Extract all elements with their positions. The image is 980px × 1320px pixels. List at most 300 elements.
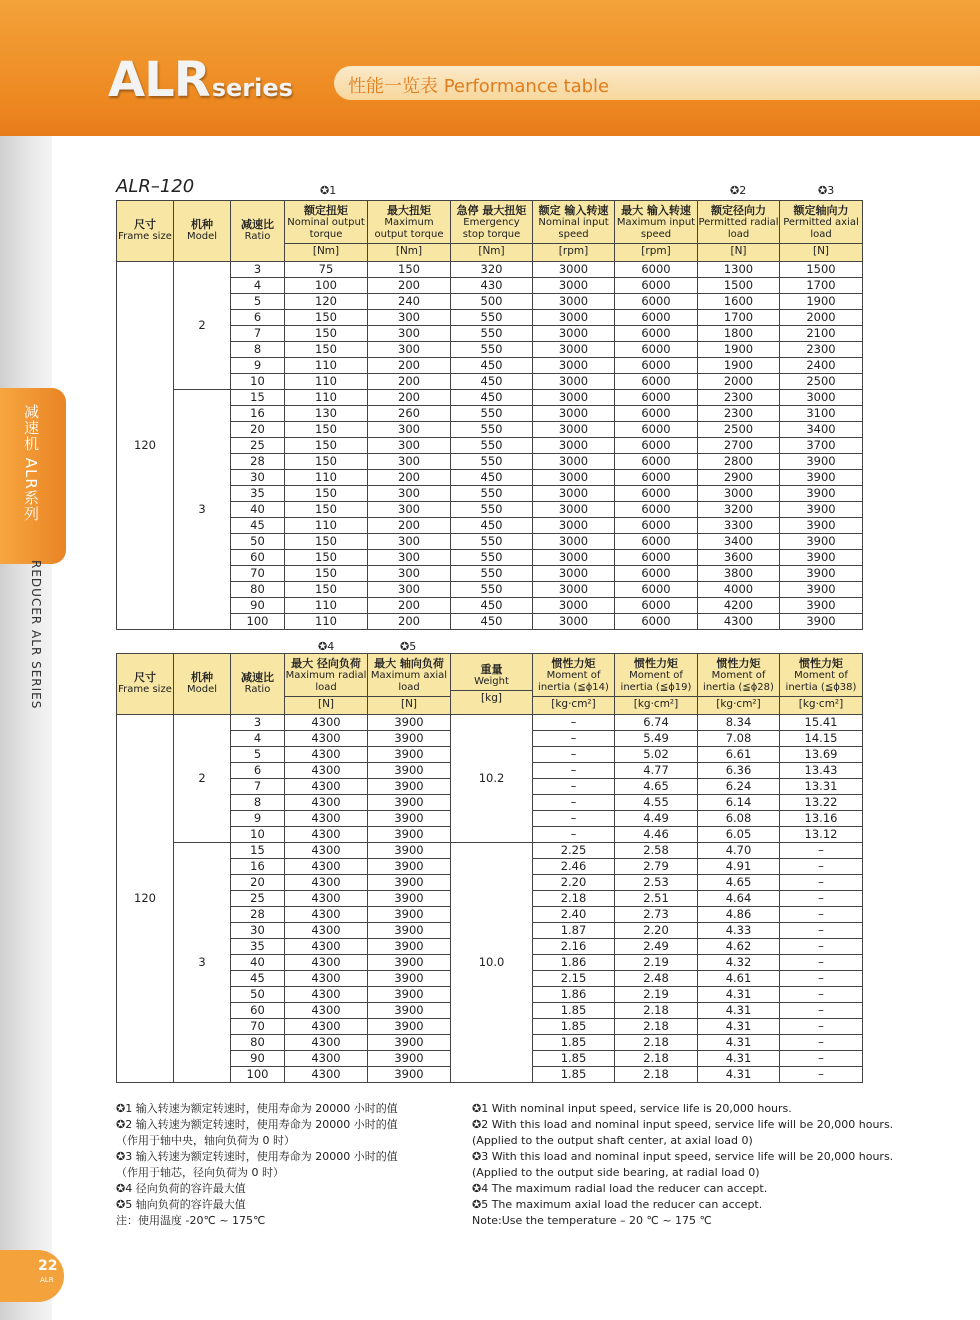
table-cell: 300 <box>368 438 451 454</box>
note-line: ✪2 输入转速为额定转速时，使用寿命为 20000 小时的值 <box>116 1118 398 1131</box>
table-cell: 6000 <box>615 342 698 358</box>
model-cell: 3 <box>174 843 231 1083</box>
notes-english <box>472 1101 893 1229</box>
table-cell: 6000 <box>615 374 698 390</box>
table-cell: 3000 <box>533 518 615 534</box>
table-cell: 4.77 <box>615 763 698 779</box>
table-cell: 4300 <box>285 811 368 827</box>
header-en: Moment of inertia (≦ϕ38) <box>785 670 857 693</box>
table-cell: 3000 <box>533 566 615 582</box>
table-cell: 3900 <box>780 614 863 630</box>
table-cell: 320 <box>451 262 533 278</box>
column-header <box>533 201 615 262</box>
table-cell: 2.19 <box>615 987 698 1003</box>
table-cell: – <box>780 859 863 875</box>
table-cell: 2.51 <box>615 891 698 907</box>
table-cell: 110 <box>285 374 368 390</box>
table-cell: 100 <box>231 1067 285 1083</box>
table-cell: 150 <box>285 502 368 518</box>
header-en: Maximum output torque <box>374 217 444 240</box>
table-cell: 200 <box>368 278 451 294</box>
header-cn: 额定扭矩 <box>304 204 348 217</box>
table-cell: 6000 <box>615 566 698 582</box>
table-cell: 2.46 <box>533 859 615 875</box>
table-cell: 6 <box>231 763 285 779</box>
header-row <box>117 201 863 262</box>
table-cell: – <box>780 923 863 939</box>
table-cell: 15 <box>231 843 285 859</box>
table-cell: 2.20 <box>615 923 698 939</box>
table-cell: 4.31 <box>698 1035 780 1051</box>
model-cell: 2 <box>174 262 231 390</box>
table-cell: 300 <box>368 502 451 518</box>
page-title: 性能一览表 Performance table <box>348 76 610 97</box>
table-cell: 2900 <box>698 470 780 486</box>
table-cell: 4.86 <box>698 907 780 923</box>
header-cn: 机种 <box>191 671 213 684</box>
table-cell: 3000 <box>533 470 615 486</box>
table-cell: 150 <box>285 422 368 438</box>
note-line: Note:Use the temperature – 20 ℃ ~ 175 ℃ <box>472 1214 712 1227</box>
table-cell: 3900 <box>368 987 451 1003</box>
table-cell: 2.18 <box>615 1019 698 1035</box>
column-header <box>451 654 533 715</box>
table-cell: 4300 <box>285 955 368 971</box>
table-cell: 6000 <box>615 358 698 374</box>
header-en: Model <box>186 684 218 695</box>
table-cell: 110 <box>285 470 368 486</box>
header-cn: 急停 最大扭矩 <box>456 204 527 217</box>
table-cell: 4.65 <box>615 779 698 795</box>
table-cell: 16 <box>231 406 285 422</box>
table-cell: 2.53 <box>615 875 698 891</box>
table-cell: 3000 <box>533 262 615 278</box>
table-cell: 2.20 <box>533 875 615 891</box>
table-row <box>117 715 863 731</box>
table-cell: 200 <box>368 598 451 614</box>
table-cell: 550 <box>451 582 533 598</box>
header-en: Emergency stop torque <box>462 217 521 240</box>
model-cell: 3 <box>174 390 231 630</box>
column-header <box>533 654 615 715</box>
table-cell: 4300 <box>285 731 368 747</box>
header-unit: [Nm] <box>451 243 532 257</box>
note-line: （作用于轴中央，轴向负荷为 0 时） <box>116 1134 295 1147</box>
table-cell: 4300 <box>285 1035 368 1051</box>
table-cell: 4300 <box>285 779 368 795</box>
table-cell: 3900 <box>368 1051 451 1067</box>
table-cell: 3400 <box>780 422 863 438</box>
side-tab <box>0 388 66 564</box>
table-cell: 4.91 <box>698 859 780 875</box>
table-cell: 4 <box>231 731 285 747</box>
table-cell: 3900 <box>368 891 451 907</box>
table-cell: 3000 <box>533 534 615 550</box>
table-cell: 3000 <box>780 390 863 406</box>
table-cell: 28 <box>231 907 285 923</box>
table-cell: 6.08 <box>698 811 780 827</box>
page-label: ALR <box>40 1276 54 1284</box>
table-cell: 3900 <box>368 955 451 971</box>
table-cell: – <box>533 731 615 747</box>
table-cell: 1.85 <box>533 1035 615 1051</box>
table-cell: 3900 <box>368 1019 451 1035</box>
table-cell: 3000 <box>533 502 615 518</box>
table-cell: 1700 <box>698 310 780 326</box>
table-cell: 450 <box>451 390 533 406</box>
table-cell: 3900 <box>368 747 451 763</box>
table-cell: – <box>533 763 615 779</box>
table-cell: 6000 <box>615 534 698 550</box>
table-cell: 300 <box>368 582 451 598</box>
table-cell: 3000 <box>533 486 615 502</box>
table-cell: 550 <box>451 438 533 454</box>
table-cell: 150 <box>285 550 368 566</box>
table-cell: 3900 <box>368 939 451 955</box>
table-cell: 300 <box>368 534 451 550</box>
table-cell: 4.70 <box>698 843 780 859</box>
table-cell: 5 <box>231 294 285 310</box>
table-cell: 9 <box>231 811 285 827</box>
table-cell: 2.19 <box>615 955 698 971</box>
table-cell: 75 <box>285 262 368 278</box>
table-cell: 4.31 <box>698 1019 780 1035</box>
table-cell: 1.85 <box>533 1067 615 1083</box>
table-cell: 4.32 <box>698 955 780 971</box>
header-unit: [kg] <box>451 690 532 704</box>
header-cn: 尺寸 <box>134 218 156 231</box>
table-cell: 4300 <box>285 843 368 859</box>
header-cn: 最大 径向负荷 <box>291 657 361 670</box>
table-cell: 6.74 <box>615 715 698 731</box>
table-cell: 150 <box>285 438 368 454</box>
column-header <box>615 654 698 715</box>
mark-1: ✪1 <box>320 184 337 197</box>
header-en: Moment of inertia (≦ϕ28) <box>703 670 774 693</box>
table-cell: 3900 <box>780 566 863 582</box>
table-cell: 550 <box>451 550 533 566</box>
table-cell: 3900 <box>368 715 451 731</box>
table-cell: 150 <box>285 342 368 358</box>
table-cell: 100 <box>285 278 368 294</box>
table-cell: 50 <box>231 987 285 1003</box>
table-cell: 200 <box>368 374 451 390</box>
weight-cell: 10.2 <box>451 715 533 843</box>
header-cn: 额定径向力 <box>711 204 766 217</box>
table-cell: 300 <box>368 422 451 438</box>
table-cell: 13.69 <box>780 747 863 763</box>
table-cell: 3100 <box>780 406 863 422</box>
table-cell: 500 <box>451 294 533 310</box>
header-en: Nominal input speed <box>538 217 609 240</box>
table-cell: 550 <box>451 406 533 422</box>
table-cell: 4.31 <box>698 1003 780 1019</box>
table-cell: 300 <box>368 454 451 470</box>
table-cell: 2.40 <box>533 907 615 923</box>
table-cell: 120 <box>285 294 368 310</box>
table-cell: 550 <box>451 502 533 518</box>
note-line: ✪4 径向负荷的容许最大值 <box>116 1182 246 1195</box>
table-cell: 3900 <box>368 875 451 891</box>
table-cell: 3000 <box>533 582 615 598</box>
table-cell: 2.79 <box>615 859 698 875</box>
table-cell: 35 <box>231 486 285 502</box>
column-header <box>451 201 533 262</box>
header-cn: 额定 输入转速 <box>538 204 609 217</box>
table-cell: 6000 <box>615 310 698 326</box>
table-cell: 4.31 <box>698 1067 780 1083</box>
table-cell: – <box>780 939 863 955</box>
table-cell: 10 <box>231 374 285 390</box>
table-cell: 3900 <box>368 971 451 987</box>
header-unit: [Nm] <box>368 243 450 257</box>
frame-size-cell: 120 <box>117 715 174 1083</box>
table-cell: 3000 <box>533 278 615 294</box>
header-cn: 惯性力矩 <box>716 657 761 670</box>
table-cell: – <box>780 891 863 907</box>
table-cell: 6000 <box>615 518 698 534</box>
note-line: ✪1 With nominal input speed, service life is 20,000 hours. <box>472 1102 792 1115</box>
table-cell: 1.87 <box>533 923 615 939</box>
header-cn: 尺寸 <box>134 671 156 684</box>
column-header <box>285 201 368 262</box>
header-en: Weight <box>474 676 509 687</box>
header-unit: [N] <box>698 243 779 257</box>
header-cn: 额定轴向力 <box>793 204 849 217</box>
table-cell: 4300 <box>285 859 368 875</box>
table-cell: 3000 <box>533 614 615 630</box>
frame-size-cell: 120 <box>117 262 174 630</box>
header-cn: 减速比 <box>241 671 274 684</box>
header-cn: 最大 输入转速 <box>621 204 691 217</box>
table-cell: 3900 <box>368 795 451 811</box>
title-pill <box>334 66 980 100</box>
side-strip <box>0 136 52 1320</box>
table-cell: 550 <box>451 342 533 358</box>
header-cn: 最大 轴向负荷 <box>374 657 444 670</box>
table-cell: 3000 <box>533 326 615 342</box>
table-cell: 1.85 <box>533 1051 615 1067</box>
note-line: ✪5 The maximum axial load the reducer can accept. <box>472 1198 763 1211</box>
table-cell: 4300 <box>285 971 368 987</box>
note-line: (Applied to the output shaft center, at axial load 0) <box>472 1134 753 1147</box>
header-cn: 惯性力矩 <box>551 657 596 670</box>
table-cell: 550 <box>451 534 533 550</box>
header-cn: 惯性力矩 <box>799 657 843 670</box>
table-cell: 3600 <box>698 550 780 566</box>
table-cell: 6000 <box>615 598 698 614</box>
table-cell: 3000 <box>533 422 615 438</box>
table-cell: 1.86 <box>533 955 615 971</box>
table-cell: 2300 <box>698 406 780 422</box>
table-cell: 8 <box>231 342 285 358</box>
table-cell: – <box>780 843 863 859</box>
table-cell: 5 <box>231 747 285 763</box>
table-cell: 8.34 <box>698 715 780 731</box>
table-cell: 2.15 <box>533 971 615 987</box>
table-cell: 550 <box>451 454 533 470</box>
column-header <box>117 654 174 715</box>
table-cell: 30 <box>231 470 285 486</box>
table-cell: 25 <box>231 891 285 907</box>
table-cell: 90 <box>231 1051 285 1067</box>
header-unit: [kg·cm²] <box>698 696 779 710</box>
table-cell: – <box>533 779 615 795</box>
table-cell: 3900 <box>368 1067 451 1083</box>
table-cell: 7.08 <box>698 731 780 747</box>
table-cell: 550 <box>451 310 533 326</box>
table-cell: 6.14 <box>698 795 780 811</box>
table-cell: 80 <box>231 582 285 598</box>
table-cell: 3000 <box>533 390 615 406</box>
table-cell: 300 <box>368 566 451 582</box>
page-number: 22 <box>38 1258 58 1274</box>
header-en: Moment of inertia (≦ϕ14) <box>538 670 609 693</box>
table-cell: – <box>780 971 863 987</box>
table-cell: 4000 <box>698 582 780 598</box>
model-cell: 2 <box>174 715 231 843</box>
table-cell: 3900 <box>780 534 863 550</box>
table-cell: 1600 <box>698 294 780 310</box>
table-cell: 2300 <box>780 342 863 358</box>
table-cell: 3900 <box>780 486 863 502</box>
table-cell: 550 <box>451 326 533 342</box>
table-cell: 3900 <box>780 470 863 486</box>
table-cell: 3 <box>231 715 285 731</box>
table-cell: 2.48 <box>615 971 698 987</box>
table-cell: 2500 <box>780 374 863 390</box>
table-cell: 4300 <box>285 923 368 939</box>
table-cell: 4300 <box>285 827 368 843</box>
table-cell: 200 <box>368 358 451 374</box>
table-cell: – <box>780 987 863 1003</box>
table-cell: 3000 <box>533 438 615 454</box>
table-cell: 110 <box>285 598 368 614</box>
note-line: ✪4 The maximum radial load the reducer can accept. <box>472 1182 768 1195</box>
header-en: Permitted radial load <box>698 217 779 240</box>
table-cell: – <box>780 1003 863 1019</box>
table-cell: 3900 <box>780 518 863 534</box>
table-cell: 4.31 <box>698 987 780 1003</box>
table-cell: – <box>780 1067 863 1083</box>
note-line: (Applied to the output side bearing, at radial load 0) <box>472 1166 760 1179</box>
table-cell: 4.64 <box>698 891 780 907</box>
table-cell: 2.18 <box>615 1035 698 1051</box>
header-banner <box>0 0 980 136</box>
header-unit: [N] <box>780 243 862 257</box>
table-cell: 6000 <box>615 262 698 278</box>
table-cell: 2300 <box>698 390 780 406</box>
table-cell: 3400 <box>698 534 780 550</box>
table-cell: 6.05 <box>698 827 780 843</box>
table-cell: 6000 <box>615 294 698 310</box>
table-cell: 3000 <box>533 374 615 390</box>
table-cell: 2.58 <box>615 843 698 859</box>
table-cell: 240 <box>368 294 451 310</box>
column-header <box>174 654 231 715</box>
table-cell: 6000 <box>615 326 698 342</box>
table-cell: 3000 <box>698 486 780 502</box>
table-cell: 150 <box>285 326 368 342</box>
table-cell: 4300 <box>285 763 368 779</box>
table-cell: 1300 <box>698 262 780 278</box>
table-cell: 6000 <box>615 422 698 438</box>
table-cell: 5.02 <box>615 747 698 763</box>
table-row <box>117 390 863 406</box>
table-cell: 70 <box>231 566 285 582</box>
mark-5: ✪5 <box>400 640 417 653</box>
table-cell: 1800 <box>698 326 780 342</box>
table-cell: – <box>780 955 863 971</box>
table-cell: 2000 <box>780 310 863 326</box>
table-cell: 4.31 <box>698 1051 780 1067</box>
table-cell: 1500 <box>698 278 780 294</box>
table-cell: 13.22 <box>780 795 863 811</box>
table-cell: 550 <box>451 486 533 502</box>
table-cell: 40 <box>231 955 285 971</box>
table-cell: 4.61 <box>698 971 780 987</box>
header-unit: [rpm] <box>533 243 614 257</box>
table-cell: 6000 <box>615 502 698 518</box>
table-cell: 100 <box>231 614 285 630</box>
table-cell: 200 <box>368 518 451 534</box>
table-cell: 4300 <box>285 891 368 907</box>
table-cell: 28 <box>231 454 285 470</box>
table-cell: 300 <box>368 342 451 358</box>
table-cell: 4300 <box>698 614 780 630</box>
table-cell: 4300 <box>285 987 368 1003</box>
header-unit: [kg·cm²] <box>533 696 614 710</box>
table-cell: 13.16 <box>780 811 863 827</box>
table-cell: 6000 <box>615 550 698 566</box>
table-cell: 6000 <box>615 470 698 486</box>
mark-4: ✪4 <box>318 640 335 653</box>
table-cell: 450 <box>451 470 533 486</box>
table-cell: 80 <box>231 1035 285 1051</box>
table-cell: 200 <box>368 470 451 486</box>
table-cell: 9 <box>231 358 285 374</box>
table-cell: 40 <box>231 502 285 518</box>
table-cell: 2400 <box>780 358 863 374</box>
table-cell: 6000 <box>615 582 698 598</box>
note-line: ✪5 轴向负荷的容许最大值 <box>116 1198 246 1211</box>
table-cell: 13.12 <box>780 827 863 843</box>
table-cell: 6.36 <box>698 763 780 779</box>
table-cell: 1.86 <box>533 987 615 1003</box>
note-line: （作用于轴芯，径向负荷为 0 时） <box>116 1166 284 1179</box>
table-cell: 4300 <box>285 875 368 891</box>
table-cell: 6000 <box>615 454 698 470</box>
table-cell: 110 <box>285 390 368 406</box>
table-cell: 6000 <box>615 614 698 630</box>
table-cell: 13.43 <box>780 763 863 779</box>
table-cell: 4300 <box>285 939 368 955</box>
column-header <box>285 654 368 715</box>
header-unit: [kg·cm²] <box>615 696 697 710</box>
table-cell: 3900 <box>368 923 451 939</box>
table-cell: 1900 <box>698 358 780 374</box>
table-cell: 4.65 <box>698 875 780 891</box>
table-cell: 3000 <box>533 598 615 614</box>
brand-logo <box>108 52 293 108</box>
mark-2: ✪2 <box>730 184 747 197</box>
table-cell: 450 <box>451 518 533 534</box>
table-cell: 2700 <box>698 438 780 454</box>
header-en: Nominal output torque <box>287 217 365 240</box>
header-en: Ratio <box>244 684 271 695</box>
table-cell: 200 <box>368 390 451 406</box>
weight-cell: 10.0 <box>451 843 533 1083</box>
